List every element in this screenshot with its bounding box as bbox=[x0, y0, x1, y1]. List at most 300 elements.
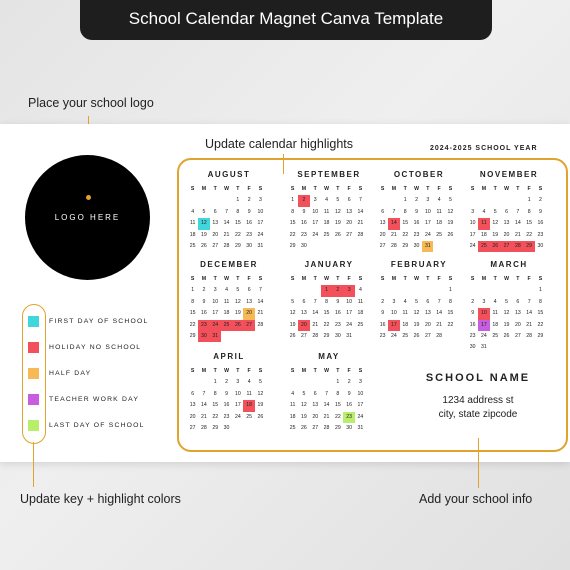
calendar-day[interactable]: 15 bbox=[334, 402, 341, 409]
calendar-day[interactable]: 2 bbox=[247, 197, 251, 204]
calendar-day[interactable]: 8 bbox=[527, 208, 531, 215]
calendar-day[interactable]: 15 bbox=[537, 310, 544, 317]
calendar-day[interactable]: 17 bbox=[346, 310, 353, 317]
calendar-day[interactable]: 16 bbox=[537, 220, 544, 227]
calendar-day[interactable]: 5 bbox=[202, 208, 206, 215]
calendar-day[interactable]: 2 bbox=[381, 298, 385, 305]
calendar-day[interactable]: 11 bbox=[492, 310, 498, 317]
calendar-day[interactable]: 26 bbox=[503, 332, 510, 339]
key-swatch[interactable] bbox=[28, 342, 39, 353]
calendar-day[interactable]: 10 bbox=[312, 208, 319, 215]
calendar-day[interactable]: 7 bbox=[516, 208, 520, 215]
calendar-day[interactable]: 5 bbox=[493, 208, 497, 215]
calendar-day[interactable]: 15 bbox=[402, 220, 409, 227]
school-name[interactable]: SCHOOL NAME bbox=[425, 372, 531, 384]
calendar-day[interactable]: 18 bbox=[323, 220, 330, 227]
calendar-day[interactable]: 18 bbox=[357, 310, 364, 317]
calendar-day[interactable]: 3 bbox=[392, 298, 396, 305]
calendar-day[interactable]: 13 bbox=[312, 402, 319, 409]
calendar-day[interactable]: 30 bbox=[469, 344, 476, 351]
calendar-day[interactable]: 21 bbox=[257, 310, 264, 317]
calendar-day[interactable]: 22 bbox=[334, 413, 341, 420]
calendar-day-half[interactable]: 20 bbox=[243, 308, 254, 319]
calendar-day[interactable]: 26 bbox=[447, 231, 454, 238]
calendar-day[interactable]: 2 bbox=[225, 379, 228, 386]
calendar-day[interactable]: 7 bbox=[258, 287, 262, 294]
calendar-day[interactable]: 19 bbox=[503, 321, 510, 328]
calendar-day[interactable]: 6 bbox=[302, 298, 306, 305]
calendar-day[interactable]: 14 bbox=[312, 310, 319, 317]
calendar-day[interactable]: 22 bbox=[189, 321, 196, 328]
calendar-day[interactable]: 10 bbox=[212, 298, 219, 305]
calendar-day[interactable]: 7 bbox=[392, 208, 396, 215]
calendar-day[interactable]: 14 bbox=[201, 402, 207, 409]
calendar-day[interactable]: 12 bbox=[289, 310, 296, 317]
calendar-day[interactable]: 30 bbox=[301, 242, 307, 249]
calendar-day[interactable]: 13 bbox=[346, 208, 353, 215]
calendar-day[interactable]: 7 bbox=[202, 390, 206, 397]
calendar-day[interactable]: 27 bbox=[212, 242, 219, 249]
calendar-day[interactable]: 10 bbox=[391, 310, 397, 317]
calendar-day[interactable]: 10 bbox=[424, 208, 431, 215]
calendar-day[interactable]: 28 bbox=[223, 242, 230, 249]
calendar-day-last[interactable]: 23 bbox=[343, 412, 354, 423]
calendar-day[interactable]: 9 bbox=[471, 310, 475, 317]
calendar-day[interactable]: 18 bbox=[436, 220, 443, 227]
calendar-day[interactable]: 25 bbox=[436, 231, 443, 238]
calendar-day[interactable]: 2 bbox=[347, 379, 351, 386]
calendar-day[interactable]: 28 bbox=[526, 332, 533, 339]
calendar-day[interactable]: 12 bbox=[447, 208, 454, 215]
calendar-day[interactable]: 26 bbox=[301, 424, 307, 431]
calendar-day[interactable]: 4 bbox=[482, 208, 486, 215]
calendar-day[interactable]: 29 bbox=[402, 242, 409, 249]
calendar-day[interactable]: 1 bbox=[291, 197, 295, 204]
calendar-day[interactable]: 3 bbox=[471, 208, 475, 215]
calendar-day[interactable]: 1 bbox=[191, 287, 195, 294]
calendar-day[interactable]: 6 bbox=[247, 287, 251, 294]
calendar-day[interactable]: 24 bbox=[481, 332, 487, 339]
calendar-day[interactable]: 17 bbox=[424, 220, 431, 227]
calendar-day[interactable]: 27 bbox=[189, 424, 196, 431]
calendar-day-teacher[interactable]: 17 bbox=[478, 320, 489, 331]
calendar-day[interactable]: 11 bbox=[289, 402, 296, 409]
calendar-day-holiday[interactable]: 31 bbox=[210, 331, 221, 342]
calendar-day[interactable]: 27 bbox=[312, 424, 319, 431]
key-swatch[interactable] bbox=[28, 394, 39, 405]
calendar-day[interactable]: 16 bbox=[223, 402, 230, 409]
calendar-day[interactable]: 3 bbox=[258, 197, 262, 204]
calendar-day[interactable]: 22 bbox=[402, 231, 409, 238]
calendar-day[interactable]: 28 bbox=[312, 332, 319, 339]
calendar-day-first[interactable]: 12 bbox=[198, 218, 209, 229]
calendar-day[interactable]: 19 bbox=[492, 231, 499, 238]
calendar-day[interactable]: 15 bbox=[189, 310, 196, 317]
calendar-day-holiday[interactable]: 10 bbox=[478, 308, 489, 319]
calendar-day[interactable]: 5 bbox=[258, 379, 262, 386]
calendar-day[interactable]: 27 bbox=[424, 332, 431, 339]
calendar-day[interactable]: 30 bbox=[346, 424, 353, 431]
calendar-day[interactable]: 15 bbox=[447, 310, 454, 317]
calendar-day[interactable]: 9 bbox=[381, 310, 385, 317]
calendar-day[interactable]: 7 bbox=[325, 390, 328, 397]
calendar-day[interactable]: 19 bbox=[334, 220, 341, 227]
calendar-day[interactable]: 7 bbox=[313, 298, 317, 305]
calendar-day[interactable]: 4 bbox=[493, 298, 497, 305]
calendar-day[interactable]: 29 bbox=[289, 242, 296, 249]
calendar-day[interactable]: 21 bbox=[436, 321, 443, 328]
calendar-day[interactable]: 1 bbox=[336, 379, 340, 386]
calendar-day[interactable]: 13 bbox=[301, 310, 307, 317]
calendar-day[interactable]: 25 bbox=[246, 413, 253, 420]
calendar-day[interactable]: 20 bbox=[514, 321, 521, 328]
calendar-day[interactable]: 11 bbox=[323, 208, 330, 215]
calendar-day[interactable]: 17 bbox=[312, 220, 319, 227]
calendar-day[interactable]: 5 bbox=[415, 298, 418, 305]
calendar-day[interactable]: 10 bbox=[234, 390, 241, 397]
calendar-day[interactable]: 21 bbox=[201, 413, 207, 420]
calendar-day[interactable]: 20 bbox=[503, 231, 510, 238]
calendar-day[interactable]: 23 bbox=[469, 332, 476, 339]
calendar-day[interactable]: 14 bbox=[357, 208, 364, 215]
calendar-day[interactable]: 24 bbox=[346, 321, 353, 328]
calendar-day[interactable]: 16 bbox=[334, 310, 341, 317]
calendar-day[interactable]: 11 bbox=[223, 298, 230, 305]
calendar-day[interactable]: 23 bbox=[246, 231, 253, 238]
calendar-day[interactable]: 3 bbox=[358, 379, 362, 386]
key-item[interactable] bbox=[28, 316, 148, 327]
calendar-day[interactable]: 24 bbox=[469, 242, 476, 249]
calendar-day[interactable]: 6 bbox=[516, 298, 520, 305]
calendar-day[interactable]: 13 bbox=[379, 220, 386, 227]
calendar-day[interactable]: 22 bbox=[526, 231, 533, 238]
calendar-day[interactable]: 10 bbox=[257, 208, 264, 215]
calendar-day[interactable]: 3 bbox=[313, 197, 317, 204]
calendar-day[interactable]: 13 bbox=[424, 310, 431, 317]
calendar-day[interactable]: 13 bbox=[514, 310, 521, 317]
calendar-day-holiday[interactable]: 28 bbox=[512, 241, 523, 252]
calendar-day[interactable]: 24 bbox=[257, 231, 264, 238]
calendar-day[interactable]: 16 bbox=[346, 402, 353, 409]
calendar-day[interactable]: 9 bbox=[247, 208, 251, 215]
calendar-day[interactable]: 19 bbox=[447, 220, 454, 227]
calendar-day[interactable]: 5 bbox=[448, 197, 452, 204]
calendar-day[interactable]: 18 bbox=[189, 231, 196, 238]
calendar-day[interactable]: 21 bbox=[391, 231, 397, 238]
school-address[interactable]: 1234 address st bbox=[442, 395, 514, 406]
calendar-day-holiday[interactable]: 17 bbox=[388, 320, 399, 331]
calendar-day[interactable]: 23 bbox=[379, 332, 386, 339]
calendar-day[interactable]: 25 bbox=[492, 332, 499, 339]
calendar-day[interactable]: 11 bbox=[189, 220, 196, 227]
calendar-day[interactable]: 24 bbox=[357, 413, 364, 420]
calendar-day[interactable]: 11 bbox=[436, 208, 442, 215]
calendar-day[interactable]: 9 bbox=[225, 390, 228, 397]
calendar-day[interactable]: 30 bbox=[537, 242, 544, 249]
calendar-day-holiday[interactable]: 18 bbox=[243, 400, 254, 411]
calendar-day-holiday[interactable]: 11 bbox=[478, 218, 489, 229]
calendar-day[interactable]: 5 bbox=[336, 197, 340, 204]
calendar-day[interactable]: 4 bbox=[437, 197, 441, 204]
key-swatch[interactable] bbox=[28, 316, 39, 327]
calendar-day[interactable]: 14 bbox=[526, 310, 533, 317]
calendar-day[interactable]: 26 bbox=[201, 242, 207, 249]
calendar-day[interactable]: 25 bbox=[189, 242, 196, 249]
calendar-day-half[interactable]: 31 bbox=[422, 241, 433, 252]
calendar-day[interactable]: 27 bbox=[301, 332, 307, 339]
calendar-day[interactable]: 11 bbox=[246, 390, 252, 397]
calendar-day[interactable]: 17 bbox=[212, 310, 219, 317]
calendar-day[interactable]: 21 bbox=[223, 231, 230, 238]
calendar-day-holiday[interactable]: 14 bbox=[388, 218, 399, 229]
calendar-day[interactable]: 1 bbox=[403, 197, 407, 204]
calendar-day-holiday[interactable]: 2 bbox=[298, 195, 309, 206]
calendar-day[interactable]: 12 bbox=[492, 220, 499, 227]
calendar-day[interactable]: 24 bbox=[424, 231, 431, 238]
calendar-day[interactable]: 6 bbox=[381, 208, 385, 215]
calendar-day[interactable]: 24 bbox=[391, 332, 397, 339]
calendar-day[interactable]: 4 bbox=[358, 287, 362, 294]
calendar-day[interactable]: 1 bbox=[527, 197, 531, 204]
calendar-day[interactable]: 13 bbox=[246, 298, 253, 305]
calendar-day[interactable]: 9 bbox=[202, 298, 206, 305]
calendar-day[interactable]: 4 bbox=[225, 287, 228, 294]
calendar-day[interactable]: 2 bbox=[471, 298, 475, 305]
calendar-day[interactable]: 15 bbox=[323, 310, 330, 317]
calendar-day[interactable]: 1 bbox=[236, 197, 240, 204]
calendar-day-holiday[interactable]: 26 bbox=[232, 320, 243, 331]
calendar-day[interactable]: 9 bbox=[302, 208, 306, 215]
calendar-day[interactable]: 22 bbox=[447, 321, 454, 328]
calendar-day[interactable]: 31 bbox=[357, 424, 364, 431]
calendar-day[interactable]: 3 bbox=[213, 287, 217, 294]
calendar-day[interactable]: 8 bbox=[448, 298, 452, 305]
calendar-day[interactable]: 21 bbox=[514, 231, 521, 238]
calendar-day[interactable]: 16 bbox=[413, 220, 420, 227]
calendar-day[interactable]: 14 bbox=[436, 310, 443, 317]
calendar-day[interactable]: 6 bbox=[505, 208, 508, 215]
calendar-day[interactable]: 16 bbox=[301, 220, 307, 227]
calendar-day[interactable]: 20 bbox=[346, 220, 353, 227]
calendar-day[interactable]: 27 bbox=[514, 332, 521, 339]
logo-placeholder[interactable] bbox=[25, 155, 150, 280]
calendar-day[interactable]: 28 bbox=[436, 332, 443, 339]
calendar-day-holiday[interactable]: 30 bbox=[198, 331, 209, 342]
calendar-day[interactable]: 13 bbox=[189, 402, 196, 409]
calendar-day[interactable]: 7 bbox=[225, 208, 228, 215]
key-item[interactable] bbox=[28, 368, 91, 379]
calendar-day[interactable]: 9 bbox=[538, 208, 542, 215]
calendar-day[interactable]: 28 bbox=[257, 321, 264, 328]
calendar-day[interactable]: 22 bbox=[234, 231, 241, 238]
calendar-day[interactable]: 19 bbox=[289, 321, 296, 328]
calendar-day[interactable]: 29 bbox=[234, 242, 241, 249]
calendar-day[interactable]: 2 bbox=[415, 197, 418, 204]
calendar-day[interactable]: 19 bbox=[413, 321, 420, 328]
calendar-day[interactable]: 7 bbox=[527, 298, 531, 305]
calendar-day[interactable]: 8 bbox=[191, 298, 195, 305]
calendar-day[interactable]: 20 bbox=[379, 231, 386, 238]
calendar-day[interactable]: 18 bbox=[492, 321, 499, 328]
calendar-day[interactable]: 31 bbox=[257, 242, 264, 249]
calendar-day[interactable]: 20 bbox=[189, 413, 196, 420]
calendar-day-holiday[interactable]: 20 bbox=[298, 320, 309, 331]
calendar-day[interactable]: 4 bbox=[291, 390, 295, 397]
calendar-day[interactable]: 23 bbox=[223, 413, 230, 420]
calendar-day[interactable]: 27 bbox=[379, 242, 386, 249]
calendar-day[interactable]: 1 bbox=[538, 287, 542, 294]
calendar-day[interactable]: 16 bbox=[201, 310, 207, 317]
calendar-day[interactable]: 26 bbox=[334, 231, 341, 238]
calendar-day[interactable]: 28 bbox=[323, 424, 330, 431]
calendar-day[interactable]: 23 bbox=[334, 321, 341, 328]
calendar-day[interactable]: 1 bbox=[448, 287, 452, 294]
calendar-day[interactable]: 17 bbox=[469, 231, 476, 238]
school-city[interactable]: city, state zipcode bbox=[438, 409, 518, 420]
calendar-day-holiday[interactable]: 27 bbox=[501, 241, 512, 252]
calendar-day[interactable]: 12 bbox=[503, 310, 510, 317]
calendar-day[interactable]: 23 bbox=[413, 231, 420, 238]
calendar-day[interactable]: 2 bbox=[202, 287, 206, 294]
calendar-day[interactable]: 12 bbox=[257, 390, 264, 397]
calendar-day[interactable]: 5 bbox=[505, 298, 508, 305]
calendar-day[interactable]: 22 bbox=[212, 413, 219, 420]
calendar-day-holiday[interactable]: 25 bbox=[478, 241, 489, 252]
calendar-day[interactable]: 31 bbox=[481, 344, 487, 351]
calendar-day[interactable]: 28 bbox=[391, 242, 397, 249]
key-item[interactable] bbox=[28, 394, 139, 405]
calendar-day[interactable]: 6 bbox=[347, 197, 351, 204]
calendar-day[interactable]: 23 bbox=[537, 231, 544, 238]
calendar-day[interactable]: 12 bbox=[234, 298, 241, 305]
calendar-day-holiday[interactable]: 2 bbox=[332, 285, 343, 296]
calendar-day[interactable]: 24 bbox=[312, 231, 319, 238]
key-item[interactable] bbox=[28, 342, 141, 353]
calendar-day[interactable]: 25 bbox=[289, 424, 296, 431]
calendar-day[interactable]: 18 bbox=[402, 321, 409, 328]
calendar-day[interactable]: 15 bbox=[289, 220, 296, 227]
calendar-day[interactable]: 3 bbox=[236, 379, 240, 386]
calendar-day[interactable]: 21 bbox=[312, 321, 319, 328]
calendar-day[interactable]: 28 bbox=[201, 424, 207, 431]
calendar-day[interactable]: 21 bbox=[323, 413, 330, 420]
calendar-day[interactable]: 7 bbox=[437, 298, 441, 305]
calendar-day[interactable]: 8 bbox=[325, 298, 328, 305]
calendar-day[interactable]: 18 bbox=[223, 310, 230, 317]
calendar-day[interactable]: 8 bbox=[291, 208, 295, 215]
calendar-day[interactable]: 29 bbox=[537, 332, 544, 339]
calendar-day[interactable]: 26 bbox=[257, 413, 264, 420]
calendar-day[interactable]: 9 bbox=[415, 208, 418, 215]
calendar-day[interactable]: 8 bbox=[403, 208, 407, 215]
calendar-day[interactable]: 4 bbox=[191, 208, 195, 215]
calendar-day-holiday[interactable]: 1 bbox=[321, 285, 332, 296]
calendar-day[interactable]: 14 bbox=[514, 220, 521, 227]
calendar-day[interactable]: 29 bbox=[334, 424, 341, 431]
calendar-day[interactable]: 26 bbox=[413, 332, 420, 339]
calendar-day-holiday[interactable]: 25 bbox=[221, 320, 232, 331]
calendar-day[interactable]: 10 bbox=[357, 390, 364, 397]
calendar-day[interactable]: 18 bbox=[481, 231, 487, 238]
calendar-day[interactable]: 9 bbox=[347, 390, 351, 397]
calendar-day[interactable]: 8 bbox=[213, 390, 217, 397]
calendar-day[interactable]: 3 bbox=[426, 197, 430, 204]
calendar-day[interactable]: 25 bbox=[357, 321, 364, 328]
calendar-day[interactable]: 26 bbox=[289, 332, 296, 339]
calendar-day[interactable]: 22 bbox=[323, 321, 330, 328]
calendar-day[interactable]: 16 bbox=[246, 220, 253, 227]
calendar-day[interactable]: 28 bbox=[357, 231, 364, 238]
calendar-day[interactable]: 25 bbox=[323, 231, 330, 238]
calendar-day[interactable]: 19 bbox=[257, 402, 264, 409]
calendar-day[interactable]: 8 bbox=[538, 298, 542, 305]
calendar-day[interactable]: 3 bbox=[482, 298, 486, 305]
calendar-day[interactable]: 6 bbox=[426, 298, 430, 305]
calendar-day[interactable]: 22 bbox=[537, 321, 544, 328]
calendar-day[interactable]: 20 bbox=[424, 321, 431, 328]
calendar-day-holiday[interactable]: 27 bbox=[243, 320, 254, 331]
calendar-day[interactable]: 29 bbox=[212, 424, 219, 431]
calendar-day[interactable]: 30 bbox=[334, 332, 341, 339]
calendar-day[interactable]: 19 bbox=[301, 413, 307, 420]
calendar-day[interactable]: 31 bbox=[346, 332, 353, 339]
calendar-day[interactable]: 12 bbox=[334, 208, 341, 215]
calendar-day[interactable]: 21 bbox=[357, 220, 364, 227]
calendar-day[interactable]: 16 bbox=[379, 321, 386, 328]
calendar-day[interactable]: 15 bbox=[212, 402, 219, 409]
calendar-day-holiday[interactable]: 26 bbox=[490, 241, 501, 252]
calendar-day[interactable]: 20 bbox=[212, 231, 219, 238]
calendar-day[interactable]: 21 bbox=[526, 321, 533, 328]
calendar-day[interactable]: 30 bbox=[413, 242, 420, 249]
calendar-day[interactable]: 13 bbox=[503, 220, 510, 227]
calendar-day[interactable]: 4 bbox=[325, 197, 328, 204]
calendar-day[interactable]: 9 bbox=[336, 298, 340, 305]
calendar-day[interactable]: 29 bbox=[189, 332, 196, 339]
calendar-day[interactable]: 30 bbox=[223, 424, 230, 431]
calendar-day[interactable]: 11 bbox=[357, 298, 364, 305]
calendar-day[interactable]: 18 bbox=[289, 413, 296, 420]
calendar-day-holiday[interactable]: 23 bbox=[198, 320, 209, 331]
calendar-day[interactable]: 7 bbox=[358, 197, 362, 204]
calendar-day[interactable]: 27 bbox=[346, 231, 353, 238]
calendar-day[interactable]: 19 bbox=[234, 310, 241, 317]
calendar-day[interactable]: 5 bbox=[302, 390, 306, 397]
calendar-day[interactable]: 19 bbox=[201, 231, 207, 238]
calendar-day[interactable]: 16 bbox=[469, 321, 476, 328]
calendar-day[interactable]: 15 bbox=[234, 220, 241, 227]
calendar-day[interactable]: 14 bbox=[257, 298, 264, 305]
calendar-day[interactable]: 25 bbox=[402, 332, 409, 339]
calendar-day[interactable]: 20 bbox=[312, 413, 319, 420]
calendar-day[interactable]: 23 bbox=[301, 231, 307, 238]
calendar-day[interactable]: 17 bbox=[257, 220, 264, 227]
calendar-day[interactable]: 2 bbox=[538, 197, 542, 204]
calendar-day[interactable]: 30 bbox=[246, 242, 253, 249]
calendar-day[interactable]: 6 bbox=[191, 390, 195, 397]
calendar-day-holiday[interactable]: 24 bbox=[210, 320, 221, 331]
calendar-day[interactable]: 1 bbox=[213, 379, 217, 386]
calendar-day[interactable]: 15 bbox=[526, 220, 533, 227]
calendar-day[interactable]: 17 bbox=[357, 402, 364, 409]
calendar-day[interactable]: 4 bbox=[247, 379, 251, 386]
calendar-day[interactable]: 6 bbox=[213, 208, 217, 215]
key-item[interactable] bbox=[28, 420, 145, 431]
key-swatch[interactable] bbox=[28, 368, 39, 379]
calendar-day[interactable]: 8 bbox=[336, 390, 340, 397]
calendar-day[interactable]: 14 bbox=[323, 402, 330, 409]
calendar-day[interactable]: 12 bbox=[413, 310, 420, 317]
